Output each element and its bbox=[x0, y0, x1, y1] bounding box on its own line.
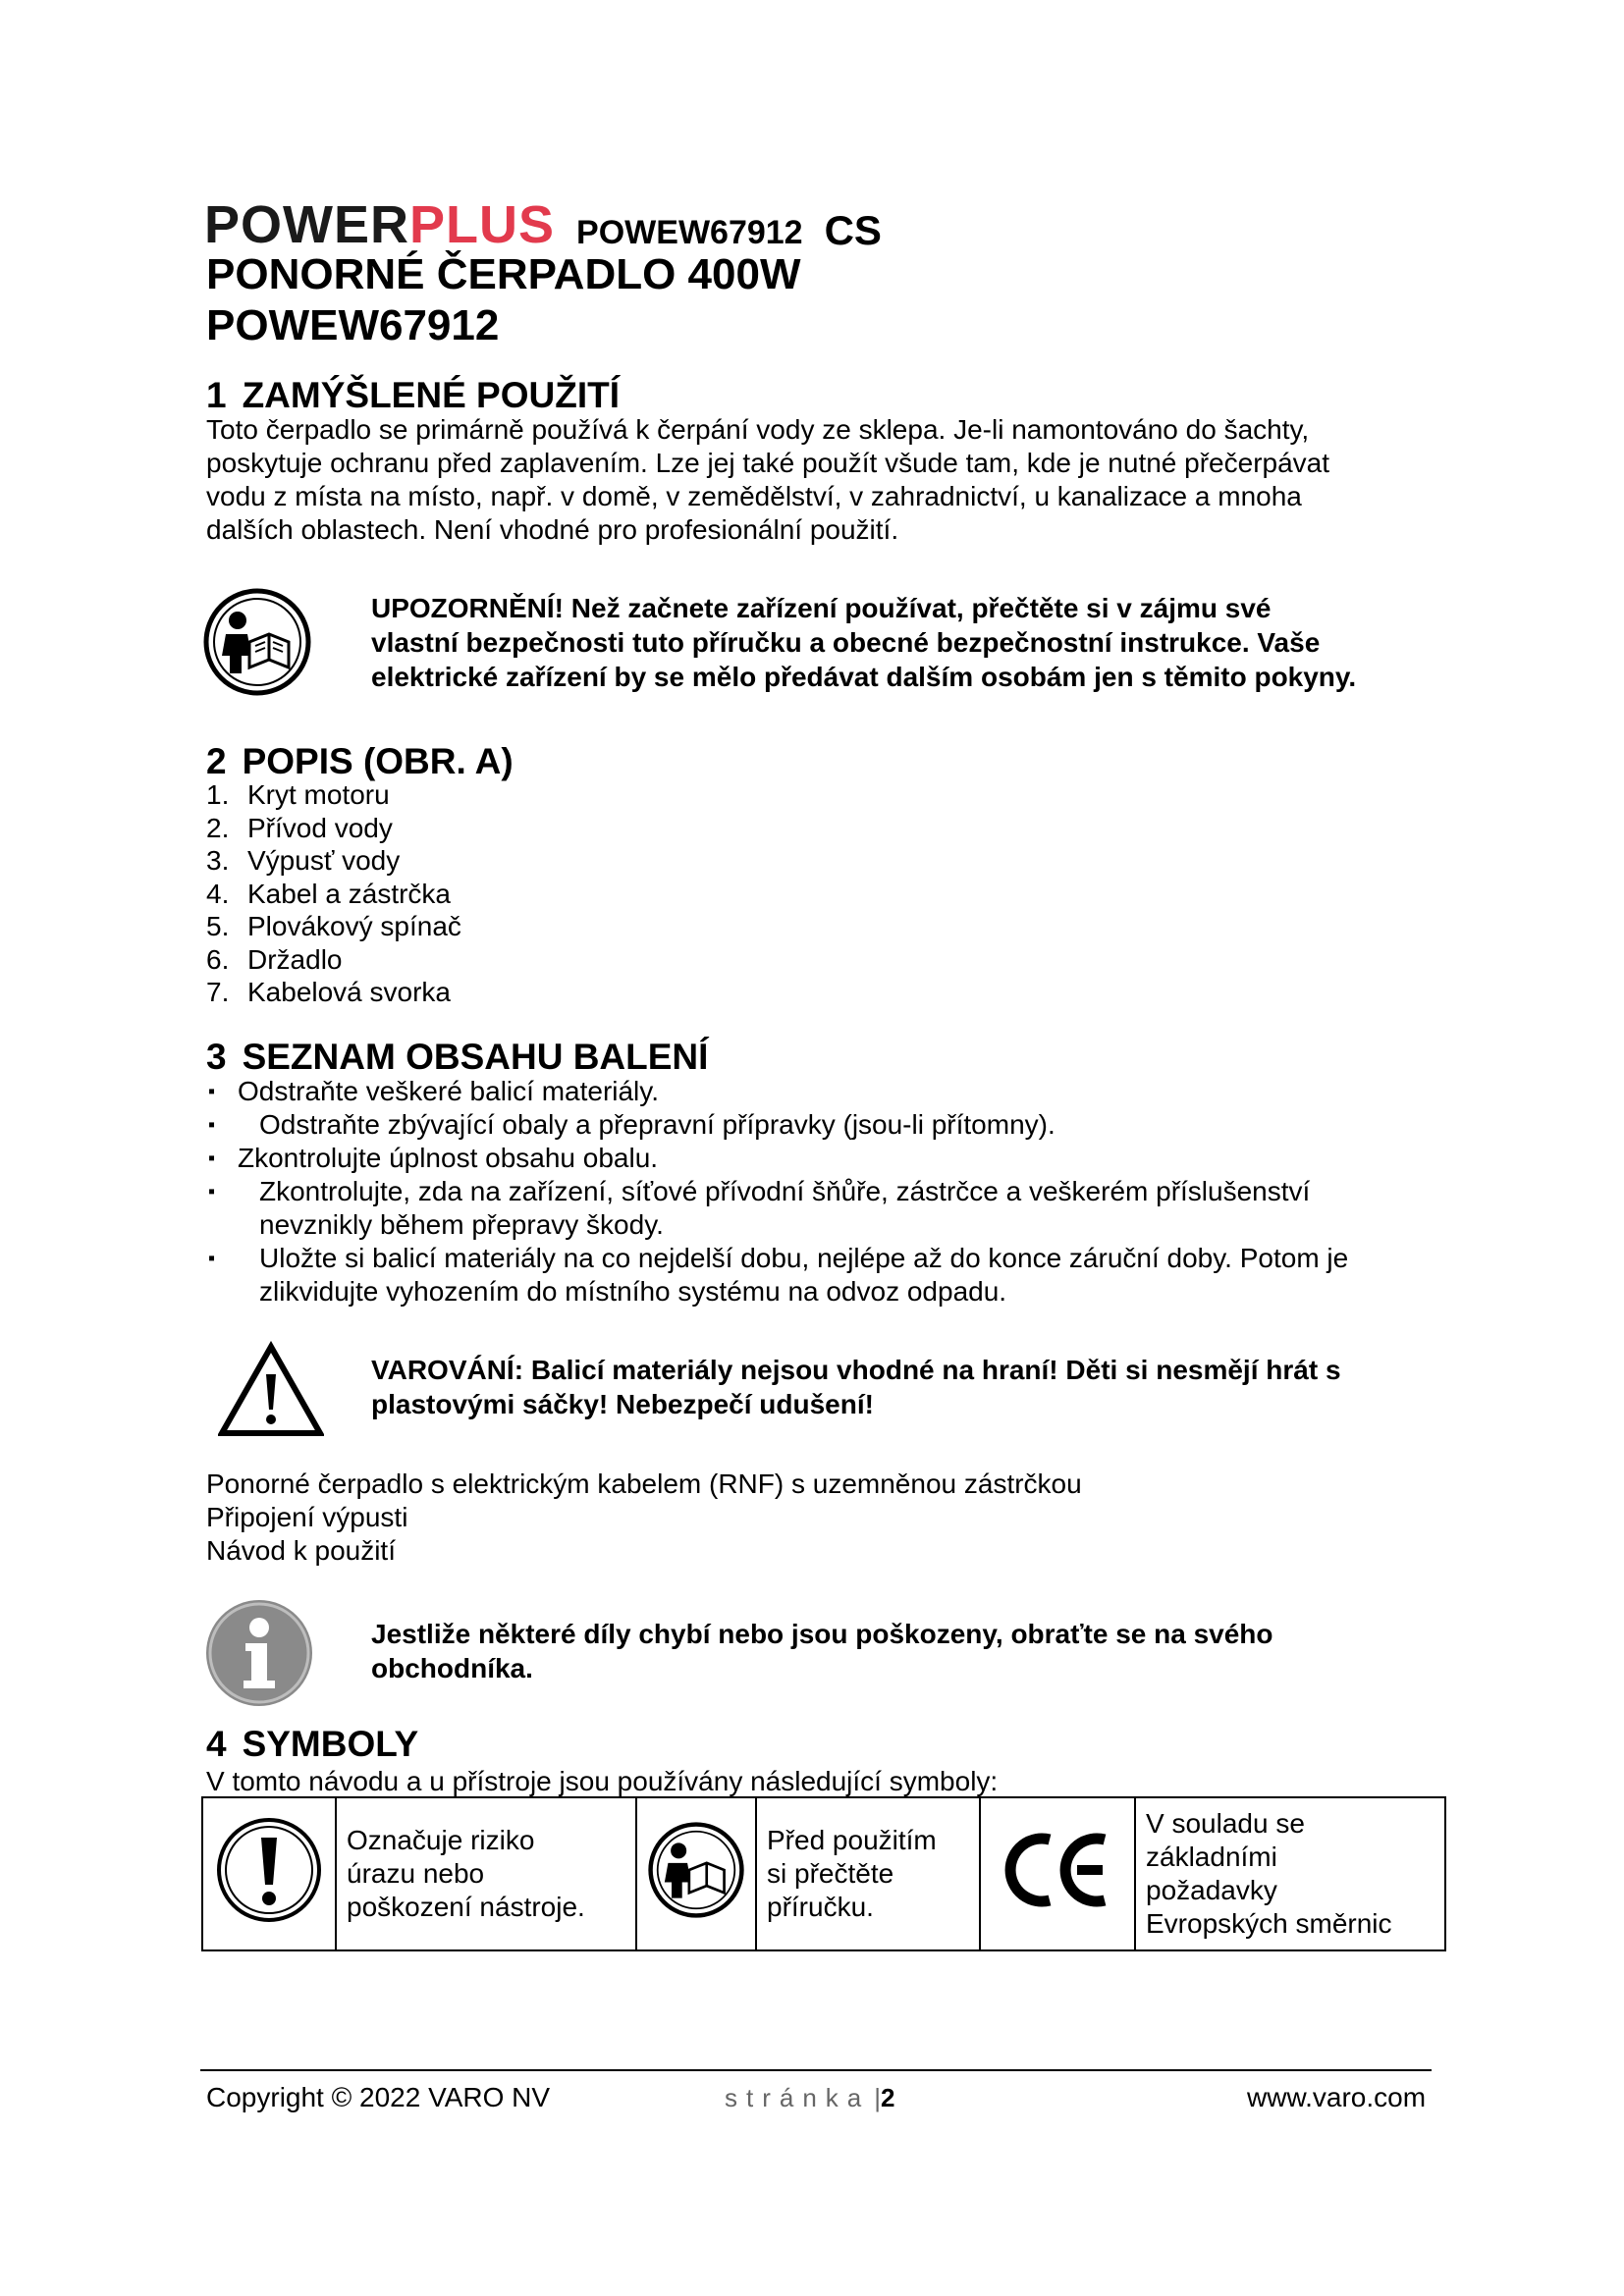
bullet-icon: ▪ bbox=[208, 1148, 216, 1169]
section-heading-symbols bbox=[206, 1726, 418, 1762]
section-heading-intended-use bbox=[206, 377, 620, 413]
item-label: Přívod vody bbox=[247, 812, 393, 843]
bullet-text: Zkontrolujte úplnost obsahu obalu. bbox=[238, 1143, 659, 1173]
item-number: 7. bbox=[206, 977, 230, 1007]
notice-line: obchodníka. bbox=[371, 1653, 533, 1683]
symbol-description: si přečtěte bbox=[767, 1858, 894, 1889]
warning-triangle-icon bbox=[218, 1341, 324, 1444]
item-label: Plovákový spínač bbox=[247, 911, 461, 941]
list-item bbox=[206, 878, 461, 911]
symbol-description: požadavky bbox=[1146, 1875, 1277, 1905]
page-separator: | bbox=[874, 2083, 882, 2112]
section-number: 1 bbox=[206, 375, 227, 415]
section-heading-description bbox=[206, 743, 514, 779]
product-model-title: POWEW67912 bbox=[206, 301, 500, 349]
footer-copyright: Copyright © 2022 VARO NV bbox=[206, 2082, 551, 2112]
item-number: 1. bbox=[206, 779, 230, 810]
paragraph-line: vodu z místa na místo, např. v domě, v zemědělství, v zahradnictví, u kanalizace a mnoha bbox=[206, 481, 1302, 511]
notice-line: Jestliže některé díly chybí nebo jsou poškozeny, obraťte se na svého bbox=[371, 1619, 1273, 1649]
list-item bbox=[206, 976, 461, 1009]
list-item bbox=[206, 812, 461, 845]
list-item bbox=[206, 943, 461, 977]
item-label: Kryt motoru bbox=[247, 779, 390, 810]
bullet-text: nevznikly během přepravy škody. bbox=[259, 1209, 664, 1240]
list-item bbox=[206, 1175, 1434, 1242]
list-item bbox=[206, 778, 461, 812]
paragraph-line: poskytuje ochranu před zaplavením. Lze jej také použít všude tam, kde je nutné přečerpávat bbox=[206, 448, 1330, 478]
section-number: 2 bbox=[206, 741, 227, 781]
list-item bbox=[206, 1142, 1434, 1175]
page-label: stránka bbox=[725, 2083, 871, 2112]
notice-line: plastovými sáčky! Nebezpečí udušení! bbox=[371, 1389, 874, 1419]
section-heading-package-contents bbox=[206, 1039, 708, 1075]
ce-mark-icon bbox=[999, 1890, 1116, 1920]
table-cell bbox=[756, 1797, 980, 1950]
footer-website-link[interactable]: www.varo.com bbox=[1247, 2082, 1427, 2112]
exclamation-circle-icon bbox=[215, 1899, 323, 1930]
table-cell bbox=[202, 1797, 336, 1950]
bullet-icon: ▪ bbox=[208, 1181, 216, 1202]
bullet-text: Odstraňte veškeré balicí materiály. bbox=[238, 1076, 659, 1106]
item-label: Držadlo bbox=[247, 943, 343, 975]
symbol-description: Označuje riziko bbox=[347, 1825, 535, 1855]
item-number: 4. bbox=[206, 878, 230, 909]
manual-notice-text bbox=[371, 591, 1441, 694]
item-number: 2. bbox=[206, 812, 230, 843]
intended-use-paragraph bbox=[206, 413, 1424, 547]
info-notice bbox=[202, 1598, 1439, 1716]
notice-line: vlastní bezpečnosti tuto příručku a obecné bezpečnostní instrukce. Vaše bbox=[371, 627, 1321, 658]
contents-item: Připojení výpusti bbox=[206, 1502, 408, 1532]
bullet-text: Zkontrolujte, zda na zařízení, síťové přívodní šňůře, zástrčce a veškerém příslušenství bbox=[259, 1176, 1311, 1206]
footer-page-indicator bbox=[725, 2081, 895, 2114]
section-number: 3 bbox=[206, 1037, 227, 1077]
table-cell bbox=[636, 1797, 756, 1950]
bullet-icon: ▪ bbox=[208, 1081, 216, 1102]
paragraph-line: Toto čerpadlo se primárně používá k čerpání vody ze sklepa. Je-li namontováno do šachty, bbox=[206, 414, 1310, 445]
logo-power: POWER bbox=[204, 195, 410, 254]
list-item bbox=[206, 844, 461, 878]
notice-line: VAROVÁNÍ: Balicí materiály nejsou vhodné na hraní! Děti si nesmějí hrát s bbox=[371, 1355, 1341, 1385]
symbol-description: Evropských směrnic bbox=[1146, 1908, 1392, 1939]
list-item bbox=[206, 1242, 1434, 1308]
section-title: ZAMÝŠLENÉ POUŽITÍ bbox=[242, 375, 620, 415]
footer-divider bbox=[200, 2069, 1432, 2071]
table-cell bbox=[1135, 1797, 1445, 1950]
section-title: SYMBOLY bbox=[242, 1724, 419, 1764]
language-code: CS bbox=[824, 207, 882, 253]
section-title: SEZNAM OBSAHU BALENÍ bbox=[242, 1037, 709, 1077]
symbol-description: základními bbox=[1146, 1842, 1277, 1872]
notice-line: UPOZORNĚNÍ! Než začnete zařízení používat, přečtěte si v zájmu své bbox=[371, 593, 1272, 623]
item-label: Kabelová svorka bbox=[247, 977, 452, 1007]
read-manual-icon bbox=[647, 1895, 745, 1925]
info-icon bbox=[204, 1598, 314, 1713]
page-number: 2 bbox=[881, 2083, 895, 2112]
read-manual-icon bbox=[202, 587, 312, 702]
bullet-text: zlikvidujte vyhozením do místního systému na odvoz odpadu. bbox=[259, 1276, 1007, 1307]
model-code: POWEW67912 bbox=[576, 214, 803, 251]
bullet-text: Uložte si balicí materiály na co nejdelší dobu, nejlépe až do konce záruční doby. Potom je bbox=[259, 1243, 1349, 1273]
warning-notice-text bbox=[371, 1353, 1441, 1421]
table-row bbox=[202, 1797, 1445, 1950]
list-item bbox=[206, 1108, 1434, 1142]
bullet-text: Odstraňte zbývající obaly a přepravní přípravky (jsou-li přítomny). bbox=[259, 1109, 1056, 1140]
item-label: Výpusť vody bbox=[247, 845, 401, 876]
item-number: 6. bbox=[206, 943, 230, 975]
symbol-description: Před použitím bbox=[767, 1825, 937, 1855]
unpacking-bullets bbox=[206, 1075, 1434, 1308]
notice-line: elektrické zařízení by se mělo předávat dalším osobám jen s těmito pokyny. bbox=[371, 662, 1357, 692]
list-item bbox=[206, 910, 461, 943]
list-item bbox=[206, 1075, 1434, 1108]
section-number: 4 bbox=[206, 1724, 227, 1764]
item-number: 3. bbox=[206, 845, 230, 876]
manual-notice bbox=[202, 587, 1439, 705]
product-title: PONORNÉ ČERPADLO 400W bbox=[206, 250, 801, 298]
warning-notice bbox=[202, 1341, 1439, 1449]
bullet-icon: ▪ bbox=[208, 1248, 216, 1269]
brand-row bbox=[204, 192, 882, 254]
symbol-description: V souladu se bbox=[1146, 1808, 1305, 1839]
info-notice-text bbox=[371, 1617, 1441, 1685]
symbols-intro: V tomto návodu a u přístroje jsou používány následující symboly: bbox=[206, 1766, 999, 1796]
table-cell bbox=[980, 1797, 1135, 1950]
symbol-description: poškození nástroje. bbox=[347, 1892, 585, 1922]
parts-list bbox=[206, 778, 461, 1009]
section-title: POPIS (OBR. A) bbox=[242, 741, 514, 781]
symbols-table bbox=[201, 1796, 1446, 1951]
symbol-description: úrazu nebo bbox=[347, 1858, 485, 1889]
table-cell bbox=[336, 1797, 636, 1950]
paragraph-line: dalších oblastech. Není vhodné pro profesionální použití. bbox=[206, 514, 899, 545]
bullet-icon: ▪ bbox=[208, 1114, 216, 1136]
symbol-description: příručku. bbox=[767, 1892, 874, 1922]
contents-item: Ponorné čerpadlo s elektrickým kabelem (RNF) s uzemněnou zástrčkou bbox=[206, 1468, 1082, 1499]
powerplus-logo bbox=[204, 195, 556, 254]
contents-item: Návod k použití bbox=[206, 1535, 396, 1566]
logo-plus: PLUS bbox=[409, 195, 556, 254]
item-label: Kabel a zástrčka bbox=[247, 878, 451, 909]
package-contents-list bbox=[206, 1468, 1082, 1568]
item-number: 5. bbox=[206, 911, 230, 941]
